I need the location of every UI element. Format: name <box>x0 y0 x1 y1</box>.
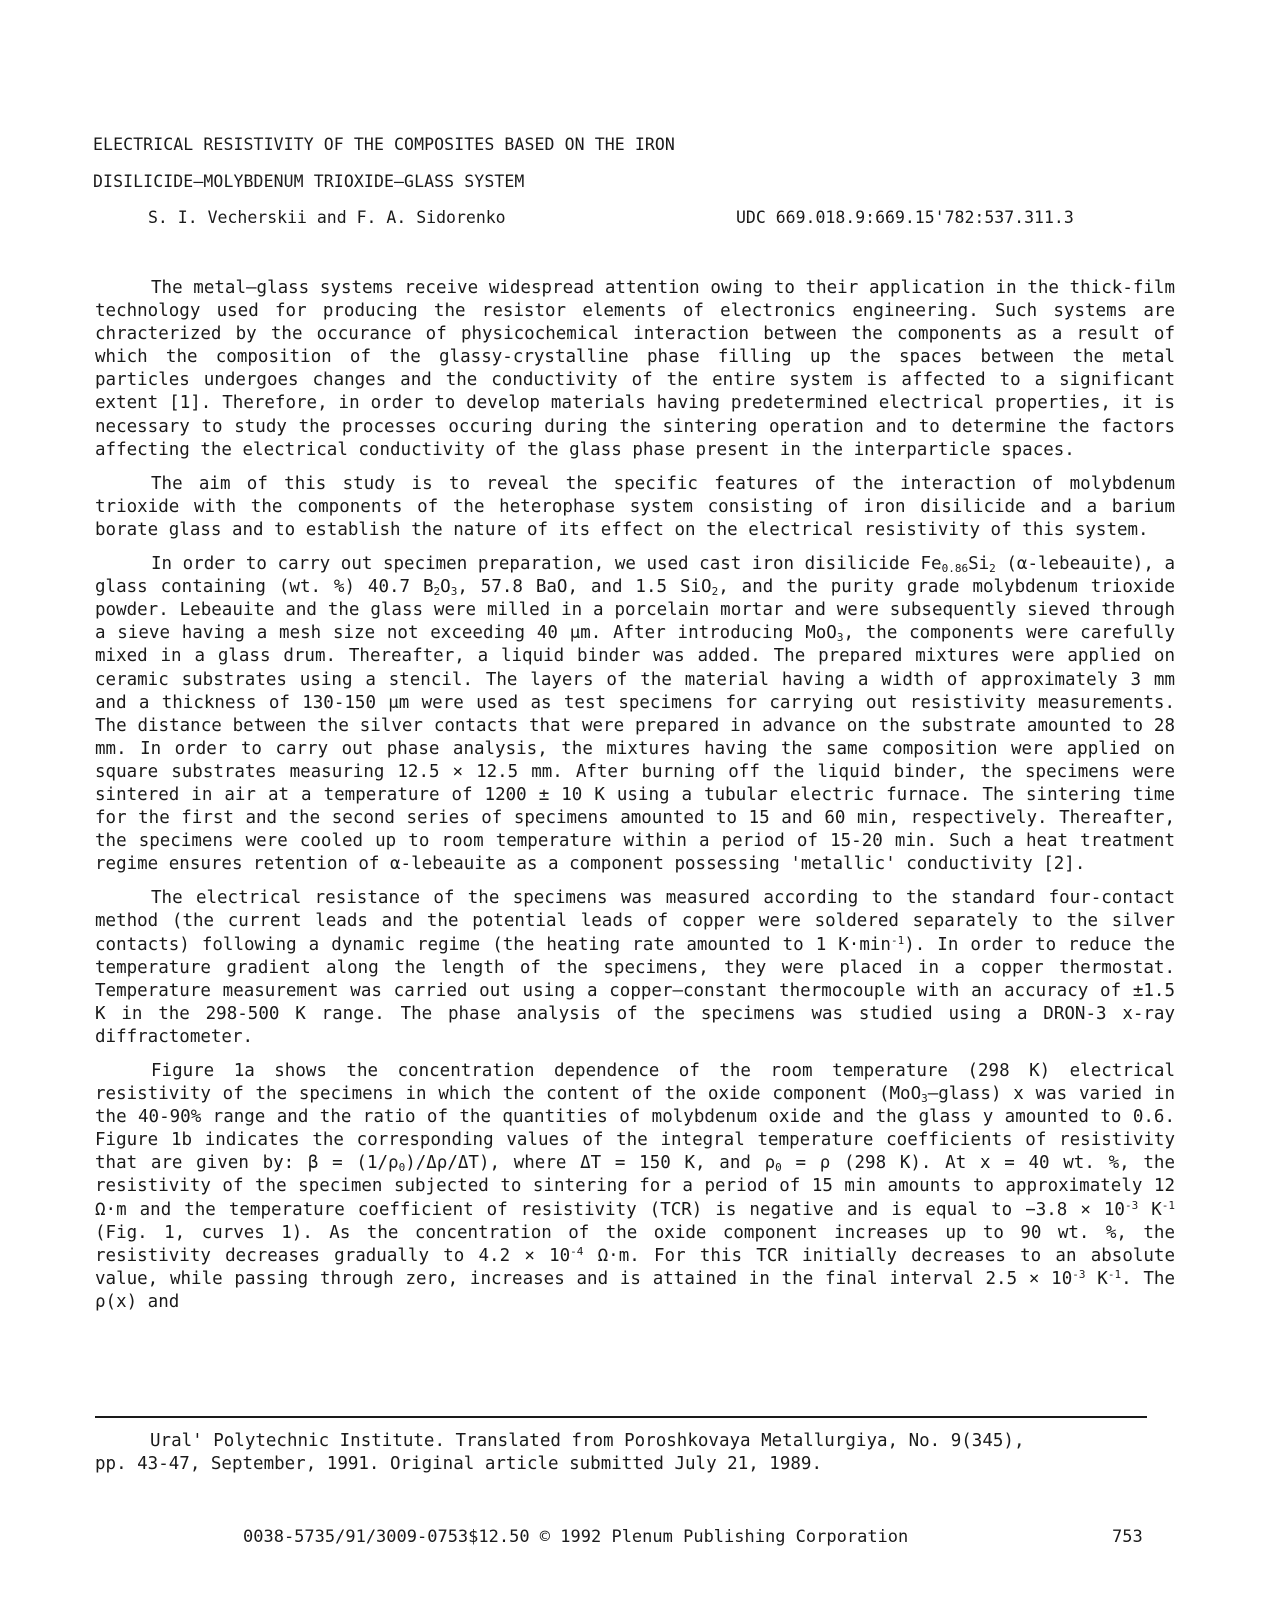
subscript: 3 <box>450 585 458 599</box>
paragraph-5 <box>95 1060 1175 1314</box>
text-run: K <box>1138 1199 1162 1220</box>
subscript: 0 <box>398 1161 406 1175</box>
superscript: -3 <box>1124 1198 1139 1212</box>
subscript: 2 <box>711 585 719 599</box>
text-run: = ρ (298 K). At x = 40 wt. %, the resistivity of the specimen subjected to sintering for a period of 15 min amounts to approximately 12 Ω·m and the temperature coefficient of resistivity (TCR) is negative and is equal to −3.8 × 10 <box>95 1153 1175 1220</box>
text-run: , the components were carefully mixed in a glass drum. Thereafter, a liquid binder was added. The prepared mixtures were applied on ceramic substrates using a stencil. The layers of the material having a width of approximately 3 mm and a thickness of 130-150 μm were used as test specimens for carrying out resistivity measurements. The distance between the silver contacts that were prepared in advance on the substrate amounted to 28 mm. In order to carry out phase analysis, the mixtures having the same composition were applied on square substrates measuring 12.5 × 12.5 mm. After burning off the liquid binder, the specimens were sintered in air at a temperature of 1200 ± 10 K using a tubular electric furnace. The sintering time for the first and the second series of specimens amounted to 15 and 60 min, respectively. Thereafter, the specimens were cooled up to room temperature within a period of 15-20 min. Such a heat treatment regime ensures retention of α-lebeauite as a component possessing 'metallic' conductivity [2]. <box>95 623 1175 875</box>
page-number: 753 <box>1112 1527 1143 1547</box>
footnote-line-2: pp. 43-47, September, 1991. Original article submitted July 21, 1989. <box>95 1454 822 1474</box>
text-run: K <box>1085 1268 1108 1289</box>
text-run: (α-lebeauite), a glass containing (wt. %) 40.7 B <box>95 554 1175 598</box>
text-run: (Fig. 1, curves 1). As the concentration of the oxide component increases up to 90 wt. %, the resistivity decreases gradually to 4.2 × 10 <box>95 1222 1175 1266</box>
footnote <box>95 1430 1155 1476</box>
superscript: -1 <box>890 933 905 947</box>
text-run: Ω·m. For this TCR initially decreases to an absolute value, while passing through zero, increases and is attained in the final interval 2.5 × 10 <box>95 1245 1176 1289</box>
authors: S. I. Vecherskii and F. A. Sidorenko <box>148 208 506 227</box>
text-run: , 57.8 BaO, and 1.5 SiO <box>457 577 712 598</box>
superscript: -3 <box>1072 1267 1086 1281</box>
title-line-2: DISILICIDE—MOLYBDENUM TRIOXIDE—GLASS SYSTEM <box>93 172 525 191</box>
text-run: The electrical resistance of the specimens was measured according to the standard four-contact method (the current leads and the potential leads of copper were soldered separately to the silver contacts) following a dynamic regime (the heating rate amounted to 1 K·min <box>95 888 1175 955</box>
paragraph-4 <box>95 887 1175 1049</box>
text-run: Figure 1a shows the concentration dependence of the room temperature (298 K) electrical resistivity of the specimens in which the content of the oxide component (MoO <box>95 1061 1175 1105</box>
paragraph-2: The aim of this study is to reveal the specific features of the interaction of molybdenum trioxide with the components of the heterophase system consisting of iron disilicide and a barium borate glass and to establish the nature of its effect on the electrical resistivity of this system. <box>95 473 1175 540</box>
title-line-1: ELECTRICAL RESISTIVITY OF THE COMPOSITES BASED ON THE IRON <box>93 135 675 154</box>
publisher-code: 0038-5735/91/3009-0753$12.50 © 1992 Plenum Publishing Corporation <box>243 1527 909 1547</box>
subscript: 2 <box>433 585 441 599</box>
subscript: 3 <box>836 631 844 645</box>
footnote-line-1: Ural' Polytechnic Institute. Translated from Poroshkovaya Metallurgiya, No. 9(345), <box>150 1431 1025 1451</box>
article-body <box>95 277 1175 1325</box>
superscript: -1 <box>1107 1267 1122 1281</box>
text-run: —glass) x was varied in the 40-90% range and the ratio of the quantities of molybdenum oxide and the glass y amounted to 0.6. Figure 1b indicates the corresponding values of the integral temperature coefficients of resistivity that are given by: β = (1/ρ <box>95 1084 1176 1174</box>
text-run: )/Δρ/ΔT), where ΔT = 150 K, and ρ <box>405 1153 776 1174</box>
paragraph-1: The metal—glass systems receive widespread attention owing to their application in the thick-film technology used for producing the resistor elements of electronics engineering. Such systems are chracterized by the occurance of physicochemical interaction between the components as a result of which the composition of the glassy-crystalline phase filling up the spaces between the metal particles undergoes changes and the conductivity of the entire system is affected to a significant extent [1]. Therefore, in order to develop materials having predetermined electrical properties, it is necessary to study the processes occuring during the sintering operation and to determine the factors affecting the electrical conductivity of the glass phase present in the interparticle spaces. <box>95 278 1175 460</box>
footnote-divider <box>95 1416 1147 1418</box>
subscript: 3 <box>921 1092 928 1106</box>
text-run: . The ρ(x) and <box>95 1268 1175 1312</box>
superscript: -4 <box>570 1244 584 1258</box>
text-run: O <box>440 577 451 598</box>
article-title <box>93 126 993 200</box>
text-run: In order to carry out specimen preparation, we used cast iron disilicide Fe <box>151 554 942 575</box>
udc-code: UDC 669.018.9:669.15'782:537.311.3 <box>736 208 1074 227</box>
text-run: ). In order to reduce the temperature gradient along the length of the specimens, they were placed in a copper thermostat. Temperature measurement was carried out using a copper—constant thermocouple with an accuracy of ±1.5 K in the 298-500 K range. The phase analysis of the specimens was studied using a DRON-3 x-ray diffractometer. <box>95 934 1176 1047</box>
subscript: 0.86 <box>941 562 969 576</box>
text-run: Si <box>968 554 990 575</box>
superscript: -1 <box>1161 1198 1175 1212</box>
text-run: , and the purity grade molybdenum trioxide powder. Lebeauite and the glass were milled in a porcelain mortar and were subsequently sieved through a sieve having a mesh size not exceeding 40 μm. After introducing MoO <box>95 577 1176 644</box>
subscript: 2 <box>989 562 996 576</box>
subscript: 0 <box>775 1161 782 1175</box>
paragraph-3 <box>95 553 1175 876</box>
